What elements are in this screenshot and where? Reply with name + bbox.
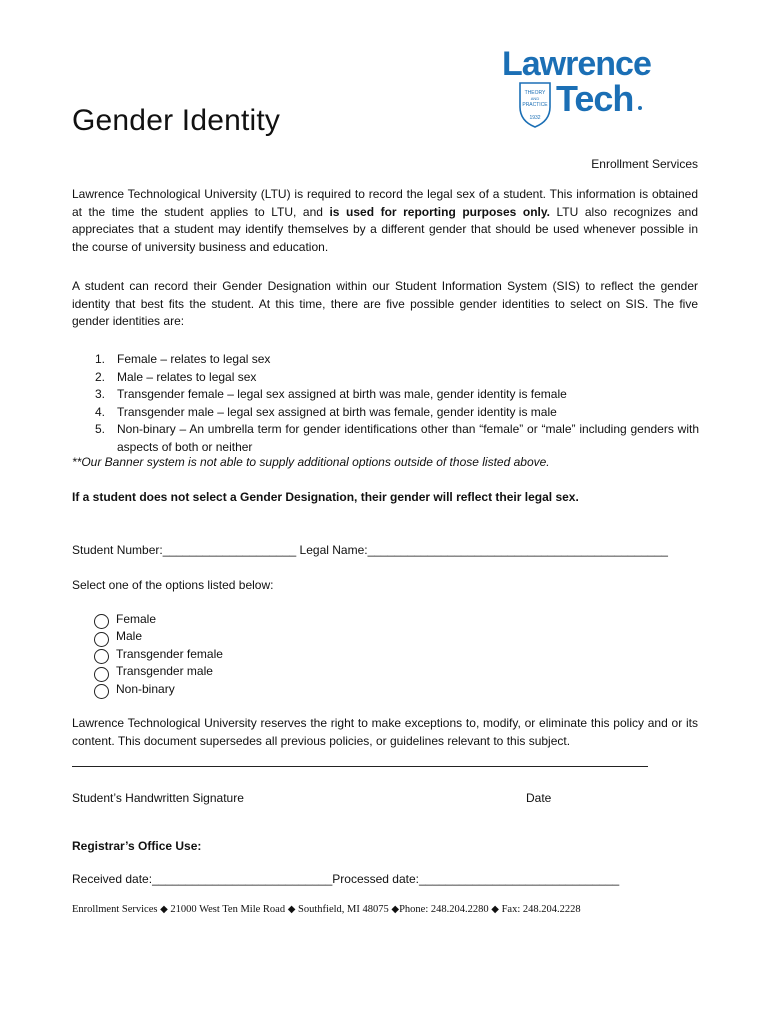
received-date-label: Received date: bbox=[72, 872, 153, 886]
list-item: 1. Female – relates to legal sex bbox=[95, 352, 271, 366]
page-title: Gender Identity bbox=[72, 104, 281, 137]
reporting-emphasis: is used for reporting purposes only. bbox=[329, 204, 550, 219]
received-date-field[interactable]: ___________________________ bbox=[152, 872, 333, 886]
gender-options bbox=[94, 610, 223, 698]
svg-text:THEORY: THEORY bbox=[524, 90, 546, 96]
diamond-icon: ◆ bbox=[287, 904, 296, 915]
logo-word-tech: Tech bbox=[556, 78, 634, 119]
intro-paragraph: Lawrence Technological University (LTU) is required to record the legal sex of a student. This information is obtained at the time the student applies to LTU, and is used for reporting purposes only. LTU also recognizes and appreciates that a student may identify themselves by a different gender that should be used whenever possible in the course of university business and education. bbox=[72, 187, 698, 254]
option-transgender-male[interactable]: Transgender male bbox=[94, 663, 223, 681]
footer-contact: Enrollment Services ◆ 21000 West Ten Mile Road ◆ Southfield, MI 48075 ◆Phone: 248.204.2280 ◆ Fax: 248.204.2228 bbox=[72, 904, 581, 915]
legal-name-field[interactable]: _____________________________________________ bbox=[367, 543, 668, 557]
gender-identity-list bbox=[95, 351, 699, 456]
list-item: 2. Male – relates to legal sex bbox=[95, 369, 257, 384]
banner-note: **Our Banner system is not able to supply additional options outside of those listed above. bbox=[72, 455, 550, 469]
signature-line[interactable] bbox=[72, 766, 648, 767]
signature-label: Student’s Handwritten Signature bbox=[72, 791, 244, 805]
registered-mark-icon bbox=[638, 106, 642, 110]
list-item: 4. Transgender male – legal sex assigned at birth was female, gender identity is male bbox=[95, 404, 557, 419]
option-female[interactable]: Female bbox=[94, 610, 223, 628]
option-male[interactable]: Male bbox=[94, 628, 223, 646]
lawrence-tech-logo bbox=[500, 45, 665, 130]
student-number-field[interactable]: ____________________ bbox=[162, 543, 297, 557]
radio-button[interactable] bbox=[94, 684, 109, 699]
list-item: 5. Non-binary – An umbrella term for gender identifications other than “female” or “male” including genders with aspects of both or neither bbox=[95, 422, 699, 454]
svg-text:1932: 1932 bbox=[529, 115, 541, 121]
svg-text:PRACTICE: PRACTICE bbox=[522, 102, 548, 108]
registrar-heading: Registrar’s Office Use: bbox=[72, 839, 202, 853]
processed-date-label: Processed date: bbox=[332, 872, 419, 886]
processed-date-field[interactable]: ______________________________ bbox=[418, 872, 620, 886]
student-info-row bbox=[72, 543, 668, 557]
diamond-icon: ◆ bbox=[391, 904, 400, 915]
option-transgender-female[interactable]: Transgender female bbox=[94, 645, 223, 663]
list-item: 3. Transgender female – legal sex assigned at birth was male, gender identity is female bbox=[95, 387, 567, 401]
diamond-icon: ◆ bbox=[160, 904, 168, 915]
svg-text:AND: AND bbox=[530, 96, 540, 101]
option-non-binary[interactable]: Non-binary bbox=[94, 680, 223, 698]
date-label: Date bbox=[526, 791, 552, 805]
registrar-dates-row bbox=[72, 872, 619, 886]
seal-icon bbox=[520, 83, 550, 127]
policy-paragraph: Lawrence Technological University reserves the right to make exceptions to, modify, or eliminate this policy and or its content. This document supersedes all previous policies, or guidelines relevant to this subject. bbox=[72, 716, 698, 748]
legal-name-label: Legal Name: bbox=[299, 543, 368, 557]
default-gender-note: If a student does not select a Gender Designation, their gender will reflect their legal sex. bbox=[72, 490, 579, 504]
student-number-label: Student Number: bbox=[72, 543, 163, 557]
diamond-icon: ◆ bbox=[491, 904, 499, 915]
sis-paragraph: A student can record their Gender Designation within our Student Information System (SIS) to reflect the gender identity that best fits the student. At this time, there are five possible gender identities to select on SIS. The five gender identities are: bbox=[72, 279, 698, 328]
select-prompt: Select one of the options listed below: bbox=[72, 578, 274, 592]
logo-word-lawrence: Lawrence bbox=[502, 45, 651, 83]
department-label: Enrollment Services bbox=[591, 157, 698, 171]
